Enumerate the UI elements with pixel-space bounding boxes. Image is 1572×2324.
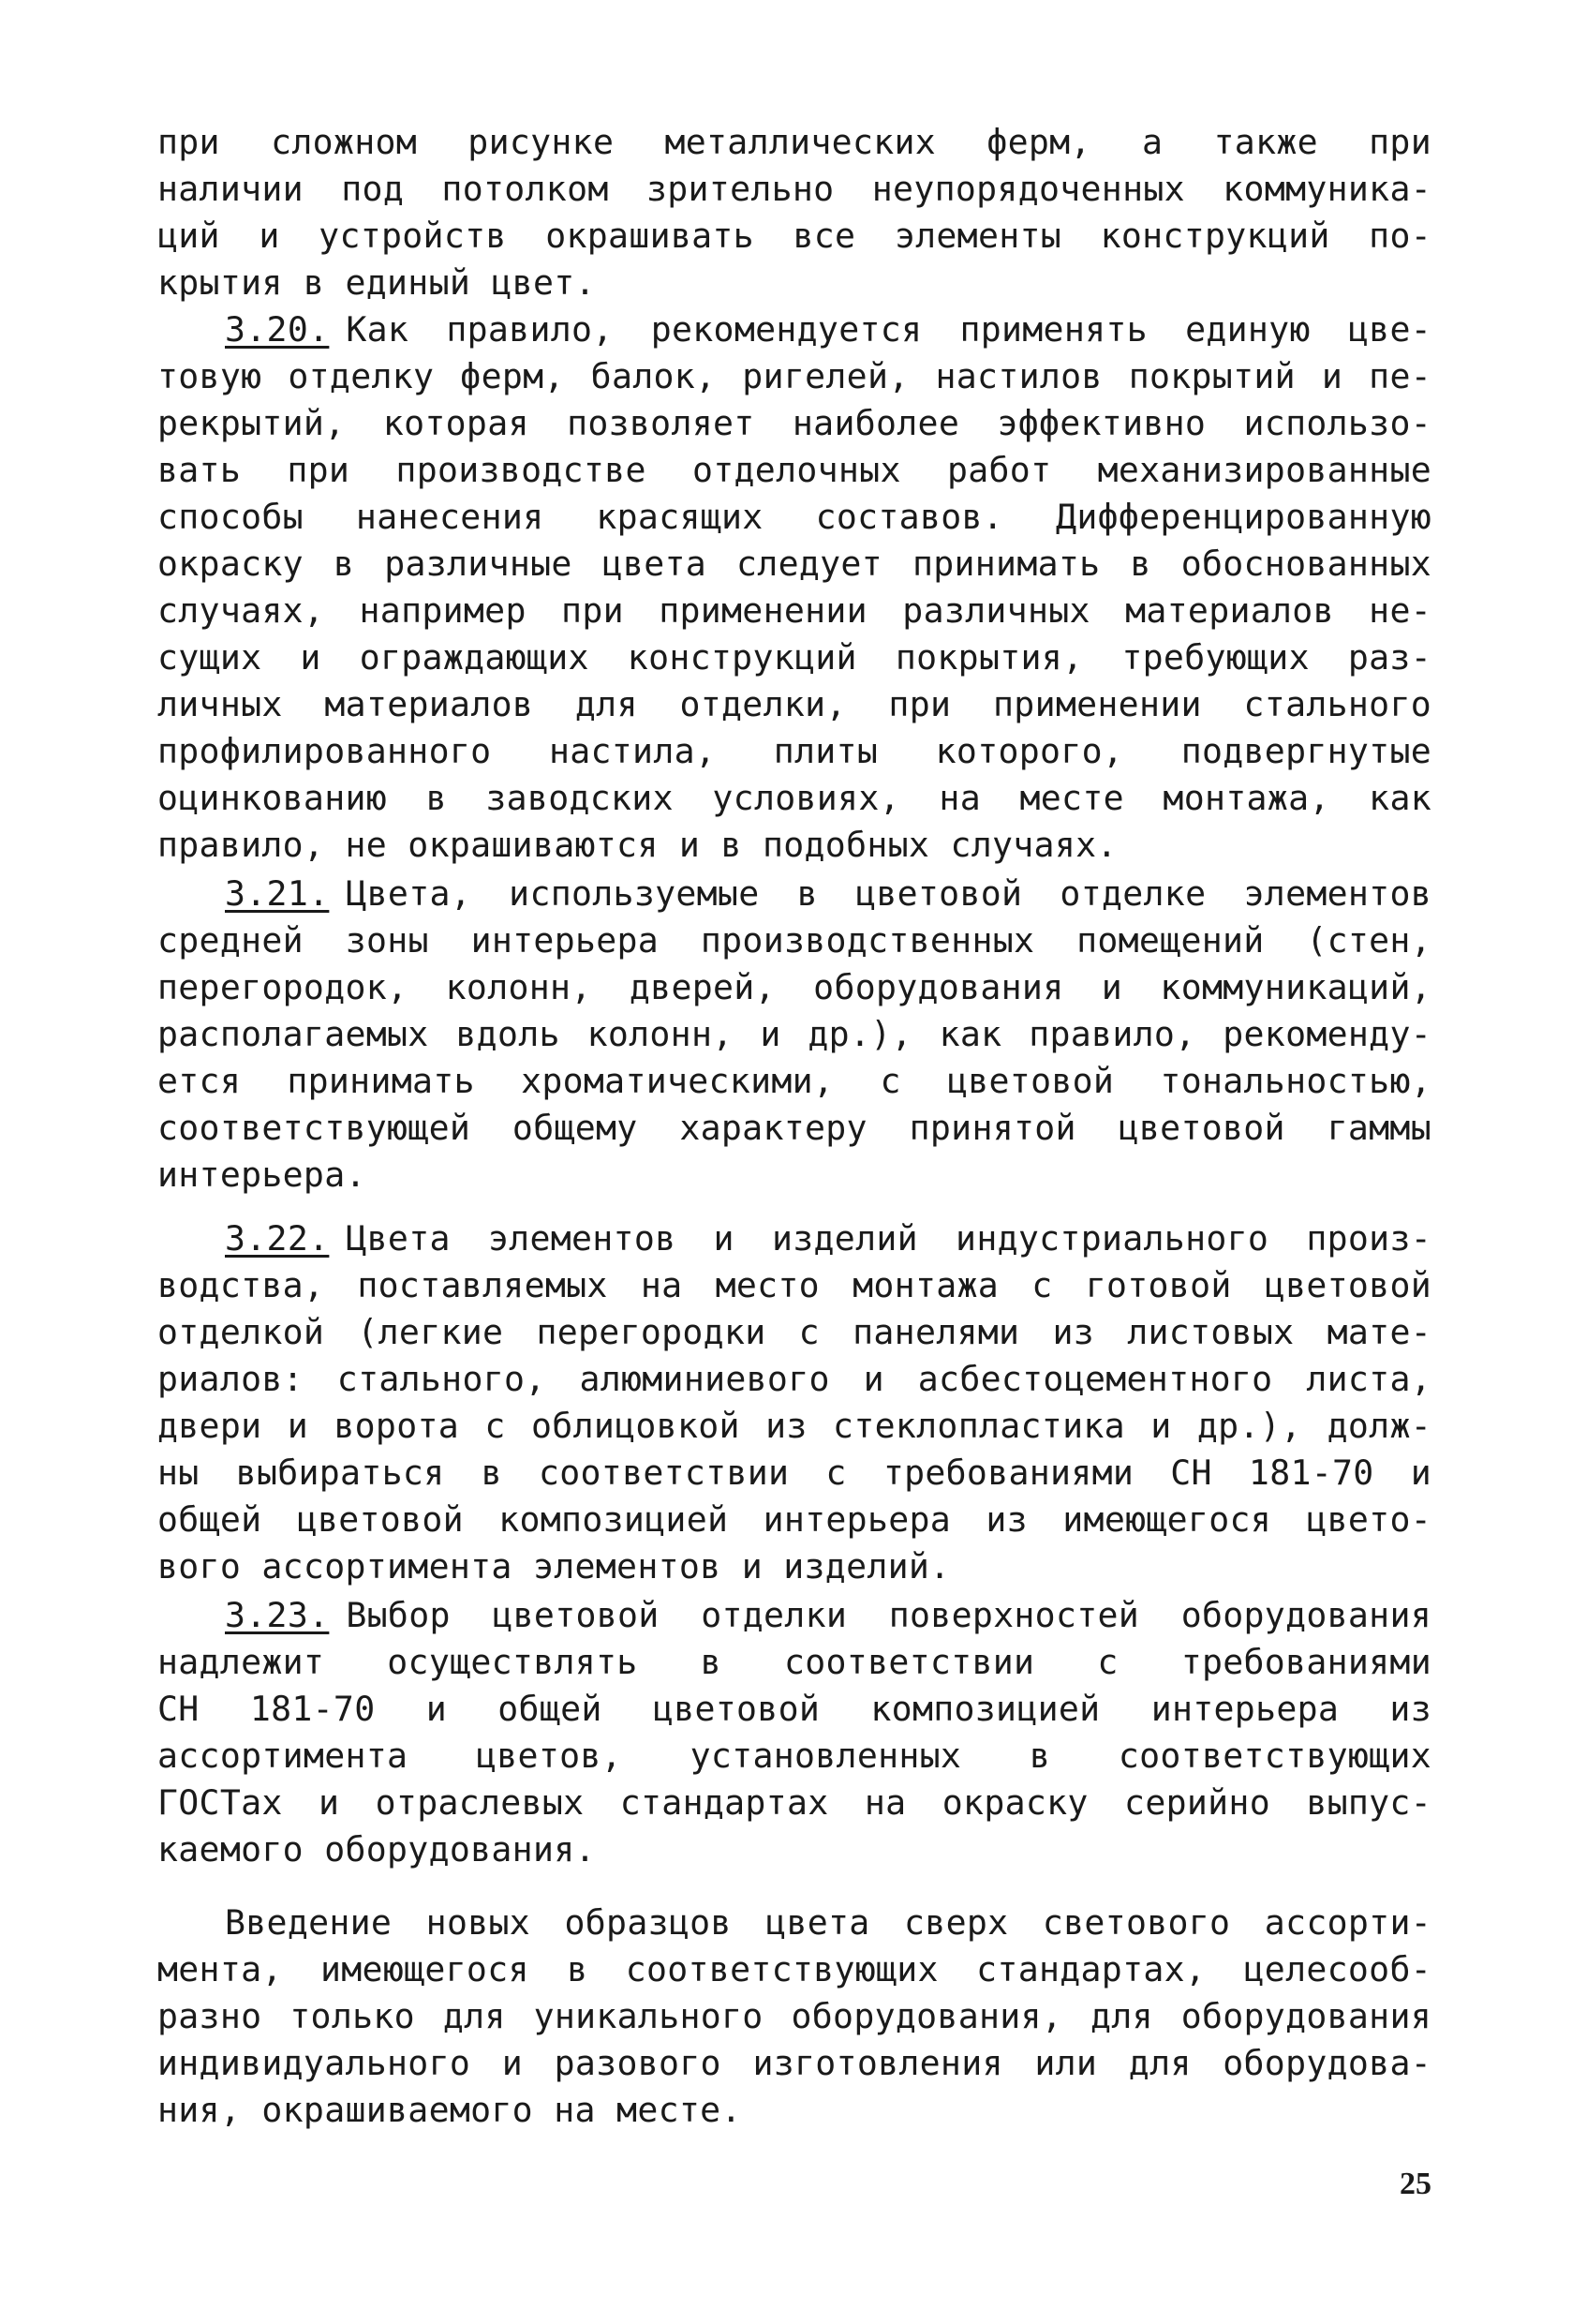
- section-number: 3.23.: [225, 1595, 330, 1635]
- intro-line: крытия в единый цвет.: [157, 262, 596, 303]
- section-line: окраску в различные цвета следует принимать в обоснованных: [157, 544, 1431, 584]
- intro-line: ций и устройств окрашивать все элементы конструкций по-: [157, 216, 1431, 256]
- section-line: правило, не окрашиваются и в подобных случаях.: [157, 825, 1118, 865]
- section-line: средней зоны интерьера производственных помещений (стен,: [157, 920, 1431, 961]
- section-line: СН 181-70 и общей цветовой композицией интерьера из: [157, 1689, 1431, 1729]
- section-text: Выбор цветовой отделки поверхностей оборудования: [346, 1595, 1431, 1635]
- section-line: интерьера.: [157, 1155, 366, 1195]
- section-line: двери и ворота с облицовкой из стеклопластика и др.), долж-: [157, 1406, 1431, 1446]
- closing-line: мента, имеющегося в соответствующих стандартах, целесооб-: [157, 1949, 1431, 1989]
- section-number: 3.20.: [225, 309, 330, 350]
- section-line: ется принимать хроматическими, с цветовой тональностью,: [157, 1061, 1431, 1101]
- intro-line: наличии под потолком зрительно неупорядоченных коммуника-: [157, 169, 1431, 209]
- section-line: рекрытий, которая позволяет наиболее эффективно использо-: [157, 403, 1431, 443]
- section-text: Цвета, используемые в цветовой отделке элементов: [346, 873, 1431, 914]
- section-number: 3.21.: [225, 873, 330, 914]
- section-line: сущих и ограждающих конструкций покрытия, требующих раз-: [157, 637, 1431, 678]
- section-line: товую отделку ферм, балок, ригелей, настилов покрытий и пе-: [157, 356, 1431, 396]
- section-line: риалов: стального, алюминиевого и асбестоцементного листа,: [157, 1359, 1431, 1399]
- section-text: Цвета элементов и изделий индустриального произ-: [346, 1218, 1431, 1259]
- page-number: 25: [1400, 2167, 1431, 2201]
- section-line: случаях, например при применении различных материалов не-: [157, 590, 1431, 631]
- section-line: способы нанесения красящих составов. Дифференцированную: [157, 497, 1431, 537]
- section-3-23-first-line: [225, 1593, 1431, 1638]
- section-line: вого ассортимента элементов и изделий.: [157, 1546, 951, 1587]
- section-3-20-first-line: [225, 307, 1431, 352]
- section-line: перегородок, колонн, дверей, оборудования и коммуникаций,: [157, 967, 1431, 1007]
- closing-line: разно только для уникального оборудования, для оборудования: [157, 1996, 1431, 2036]
- closing-line: Введение новых образцов цвета сверх светового ассорти-: [225, 1902, 1431, 1943]
- section-line: располагаемых вдоль колонн, и др.), как правило, рекоменду-: [157, 1014, 1431, 1054]
- closing-line: индивидуального и разового изготовления или для оборудова-: [157, 2043, 1431, 2083]
- section-line: ГОСТах и отраслевых стандартах на окраску серийно выпус-: [157, 1782, 1431, 1823]
- section-number: 3.22.: [225, 1218, 330, 1259]
- section-line: каемого оборудования.: [157, 1829, 596, 1870]
- section-line: общей цветовой композицией интерьера из имеющегося цвето-: [157, 1499, 1431, 1540]
- section-line: личных материалов для отделки, при применении стального: [157, 684, 1431, 724]
- section-line: ны выбираться в соответствии с требованиями СН 181-70 и: [157, 1452, 1431, 1493]
- intro-line: при сложном рисунке металлических ферм, а также при: [157, 122, 1431, 162]
- section-line: отделкой (легкие перегородки с панелями из листовых мате-: [157, 1312, 1431, 1352]
- section-line: оцинкованию в заводских условиях, на месте монтажа, как: [157, 778, 1431, 818]
- closing-line: ния, окрашиваемого на месте.: [157, 2090, 742, 2130]
- section-line: надлежит осуществлять в соответствии с требованиями: [157, 1642, 1431, 1682]
- section-line: соответствующей общему характеру принятой цветовой гаммы: [157, 1108, 1431, 1148]
- section-3-21-first-line: [225, 872, 1431, 916]
- section-3-22-first-line: [225, 1216, 1431, 1261]
- section-line: ассортимента цветов, установленных в соответствующих: [157, 1736, 1431, 1776]
- section-line: водства, поставляемых на место монтажа с готовой цветовой: [157, 1265, 1431, 1305]
- section-line: вать при производстве отделочных работ механизированные: [157, 450, 1431, 490]
- section-line: профилированного настила, плиты которого, подвергнутые: [157, 731, 1431, 771]
- section-text: Как правило, рекомендуется применять единую цве-: [346, 309, 1431, 350]
